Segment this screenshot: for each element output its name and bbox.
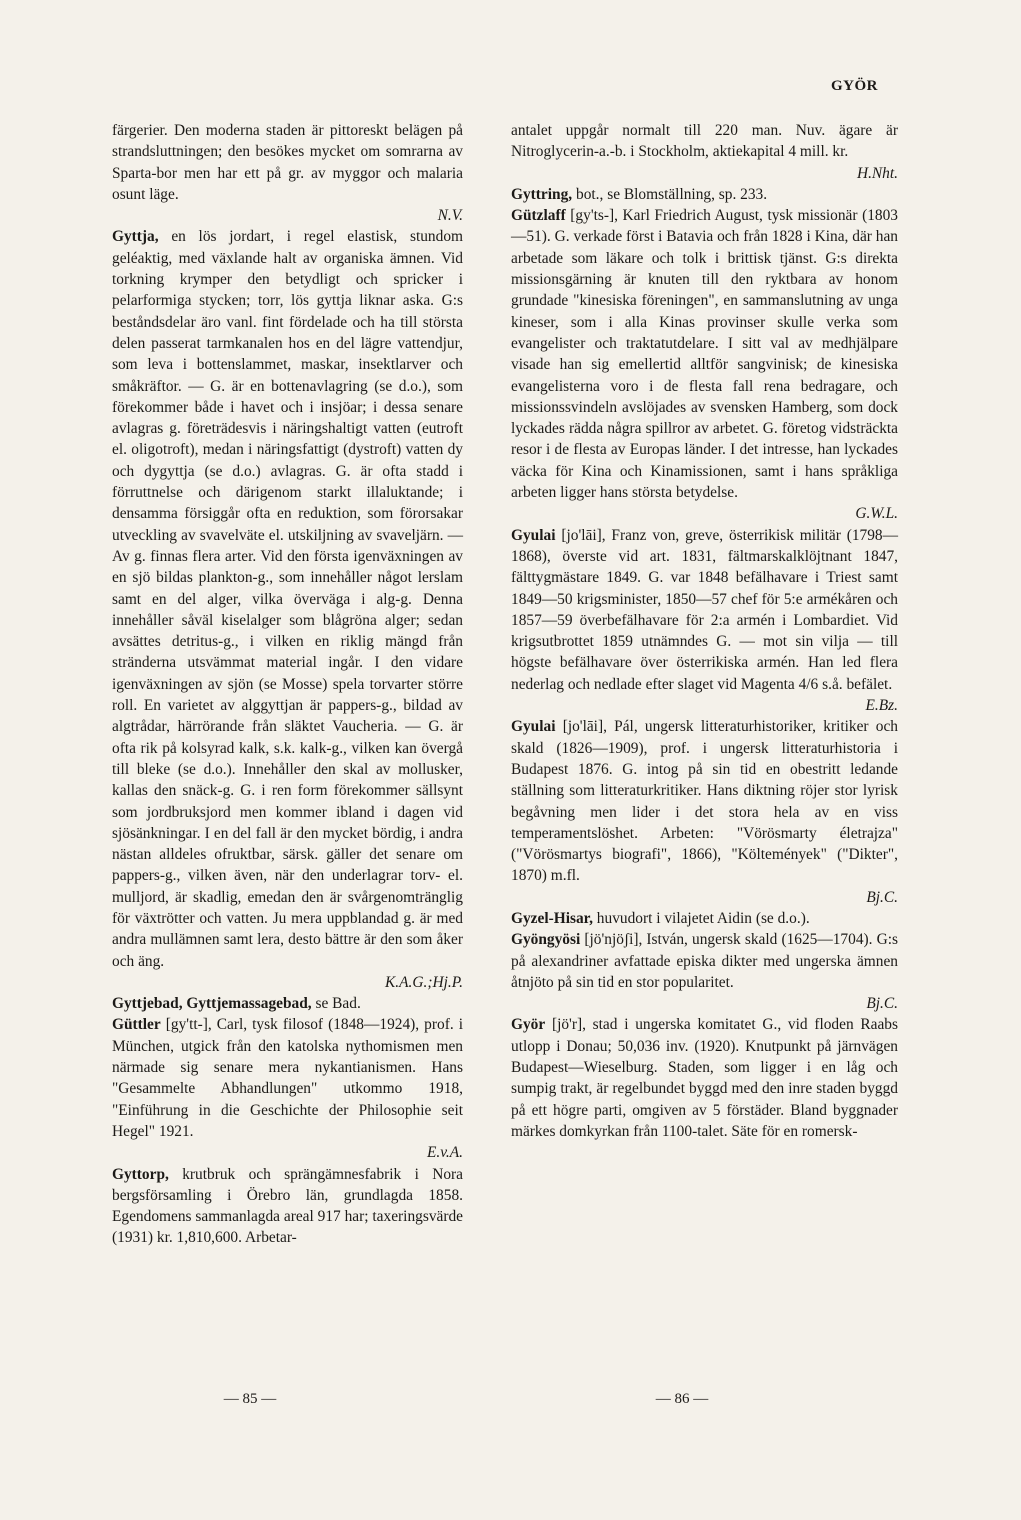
entry-text: [jö'r], stad i ungerska komitatet G., vid floden Raabs utlopp i Donau; 50,036 inv. (1920). Knutpunkt på järnvägen Budapest—Wieselburg. Staden, som ligger i en låg och sumpig trakt, är regelbundet byggd med den inre staden byggd på ett högre parti, omgiven av 5 förstäder. Bland byggnader märkes domkyrkan från 1100-talet. Säte för en romersk- xyxy=(511,1016,898,1140)
dictionary-entry xyxy=(511,120,898,184)
entry-headword: Gyttorp, xyxy=(112,1165,169,1183)
running-head: GYÖR xyxy=(831,78,878,94)
dictionary-entry xyxy=(511,929,898,1014)
entry-text: [jo'lāi], Pál, ungersk litteraturhistoriker, kritiker och skald (1826—1909), prof. i ungersk litteraturhistoria i Budapest 1876. G. intog på sin tid en obestritt ledande ställning som litteraturkritiker. Hans diktning röjer stor lyrisk begåvning men lider i det stora hela av en viss temperamentslöshet. Arbeten: "Vörösmarty életrajza" ("Vörösmartys biografi", 1866), "Költemények" ("Dikter", 1870) m.fl. xyxy=(511,718,898,885)
entry-headword: Gyzel-Hisar, xyxy=(511,909,593,927)
entry-text: bot., se Blomställning, sp. 233. xyxy=(576,185,768,203)
author-signature: Bj.C. xyxy=(866,995,898,1013)
entry-headword: Gyttja, xyxy=(112,228,159,246)
dictionary-entry xyxy=(511,525,898,717)
dictionary-entry xyxy=(112,993,463,1014)
entry-headword: Gyulai xyxy=(511,718,556,736)
entry-headword: Gyulai xyxy=(511,526,556,544)
entry-text: krutbruk och sprängämnesfabrik i Nora bergsförsamling i Örebro län, grundlagda 1858. Egendomens sammanlagda areal 917 har; taxeringsvärde (1931) kr. 1,810,600. Arbetar- xyxy=(112,1165,463,1247)
dictionary-entry xyxy=(511,716,898,908)
entry-text: [jö'njöʃi], István, ungersk skald (1625—1704). G:s på alexandriner avfattade episka dikter med ungerska ämnen åtnjöto på sin tid en stor popularitet. xyxy=(511,931,898,991)
author-signature: E.v.A. xyxy=(426,1144,463,1162)
dictionary-entry xyxy=(511,184,898,205)
entry-text: färgerier. Den moderna staden är pittoreskt belägen på strandsluttningen; den besökes mycket om somrarna av Sparta-bor men har ett på gr. av myggor och malaria osunt läge. xyxy=(112,122,463,203)
entry-headword: Györ xyxy=(511,1016,546,1034)
left-column xyxy=(112,120,463,1249)
entry-headword: Gyttjebad, Gyttjemassagebad, xyxy=(112,995,312,1013)
entry-text: en lös jordart, i regel elastisk, stundom geléaktig, med växlande halt av organiska ämnen. Vid torkning krymper den betydligt och spricker i pelarformiga stycken; torr, lös gyttja liknar aska. G:s beståndsdelar äro vanl. fint fördelade och ha till största delen passerat tarmkanalen hos en del lägre vattendjur, som leva i bottenslammet, maskar, insektlarver och småkräftor. — G. är en bottenavlagring (se d.o.), som förekommer både i havet och i insjöar; i dessa senare avlagras g. företrädesvis i näringshaltigt vatten (eutroft el. oligotroft), medan i näringsfattigt (dystroft) vatten dy och dygyttja (se d.o.) avlagras. G. är ofta stadd i förruttnelse och därigenom starkt illaluktande; i densamma försiggår ofta en reduktion, som förorsakar utveckling av svavelväte el. utskiljning av svaveljärn. — Av g. finnas flera arter. Vid den första igenväxningen av en sjö bildas plankton-g., som innehåller något lerslam samt en del alger, vilka överväga i alg-g. Denna innehåller såväl kiselalger som blågröna alger; sedan avsättes detritus-g., i vilken en riklig mängd från stränderna utsvämmat material ingår. I den vidare igenväxningen av sjön (se Mosse) spela torvarter större roll. En varietet av alggyttjan är pappers-g., bildad av algtrådar, härrörande från släktet Vaucheria. — G. är ofta rik på kolsyrad kalk, s.k. kalk-g., vilken kan övergå till bleke (se d.o.). Innehåller den skal av mollusker, kallas den snäck-g. G. i ren form förekommer sällsynt som jordbruksjord men kommer ibland i dagen vid sjösänkningar. I en del fall är den mycket bördig, i andra nästan alldeles ofruktbar, särsk. gäller det senare om pappers-g., vilken även, när den underlagrar torv- el. mulljord, är skadlig, emedan den är svårgenomtränglig för växtrötter och vatten. Ju mera uppblandad g. är med andra mullämnen samt lera, desto bättre är den som åker och äng. xyxy=(112,228,463,970)
author-signature: N.V. xyxy=(437,207,463,225)
entry-headword: Gyöngyösi xyxy=(511,931,581,949)
entry-headword: Gützlaff xyxy=(511,207,566,225)
entry-text: [gy'tt-], Carl, tysk filosof (1848—1924), prof. i München, utgick från den katolska nythomismen men närmade sig senare mera nykantianismen. Hans "Gesammelte Abhandlungen" utkommo 1918, "Einführung in die Geschichte der Philosophie seit Hegel" 1921. xyxy=(112,1016,463,1140)
entry-text: [jo'lāi], Franz von, greve, österrikisk militär (1798—1868), överste vid art. 1831, fältmarskalklöjtnant 1847, fälttygmästare 1849. G. var 1848 befälhavare i Triest samt 1849—50 krigsminister, 1850—57 chef för 5:e armékåren och 1857—59 överbefälhavare för 2:a armén i Lombardiet. Vid krigsutbrottet 1859 utnämndes G. — mot sin vilja — till högste befälhavare över österrikiska armén. Han led flera nederlag och nedlade efter slaget vid Magenta 4/6 s.å. befälet. xyxy=(511,526,898,693)
dictionary-entry xyxy=(511,205,898,524)
author-signature: G.W.L. xyxy=(855,505,898,523)
dictionary-entry xyxy=(511,908,898,929)
author-signature: H.Nht. xyxy=(856,164,898,182)
author-signature: E.Bz. xyxy=(865,697,898,715)
entry-text: se Bad. xyxy=(315,995,361,1013)
entry-text: antalet uppgår normalt till 220 man. Nuv. ägare är Nitroglycerin-a.-b. i Stockholm, aktiekapital 4 mill. kr. xyxy=(511,122,898,161)
entry-text: [gy'ts-], Karl Friedrich August, tysk missionär (1803—51). G. verkade först i Batavia och från 1828 i Kina, där han arbetade som läkare och tolk i brittisk tjänst. G:s direkta missionsgärning är knuten till den ryktbara av honom grundade "kinesiska föreningen", en sammanslutning av unga kineser, som i alla Kinas provinser skulle verka som evangelister och traktatutdelare. I sitt val av medhjälpare visade han sig emellertid alltför sangvinisk; de kinesiska evangelisterna voro i de flesta fall rena bedragare, och missionssvindeln avslöjades av svensken Hamberg, som dock lyckades rädda några spillror av arbetet. G. företog vidsträckta resor i de flesta av Europas länder. I det intresse, han lyckades väcka för Kina och Kinamissionen, samt i hans språkliga arbeten ligger hans största betydelse. xyxy=(511,207,898,502)
entry-headword: Güttler xyxy=(112,1016,161,1034)
right-column xyxy=(511,120,898,1142)
page-number-right: — 86 — xyxy=(655,1391,709,1407)
dictionary-entry xyxy=(112,120,463,226)
dictionary-entry xyxy=(511,1014,898,1142)
entry-text: huvudort i vilajetet Aidin (se d.o.). xyxy=(596,909,810,927)
author-signature: K.A.G.;Hj.P. xyxy=(385,973,463,991)
page-number-left: — 85 — xyxy=(223,1391,277,1407)
dictionary-entry xyxy=(112,1164,463,1249)
dictionary-entry xyxy=(112,1014,463,1163)
entry-headword: Gyttring, xyxy=(511,185,573,203)
author-signature: Bj.C. xyxy=(866,888,898,906)
dictionary-entry xyxy=(112,226,463,993)
